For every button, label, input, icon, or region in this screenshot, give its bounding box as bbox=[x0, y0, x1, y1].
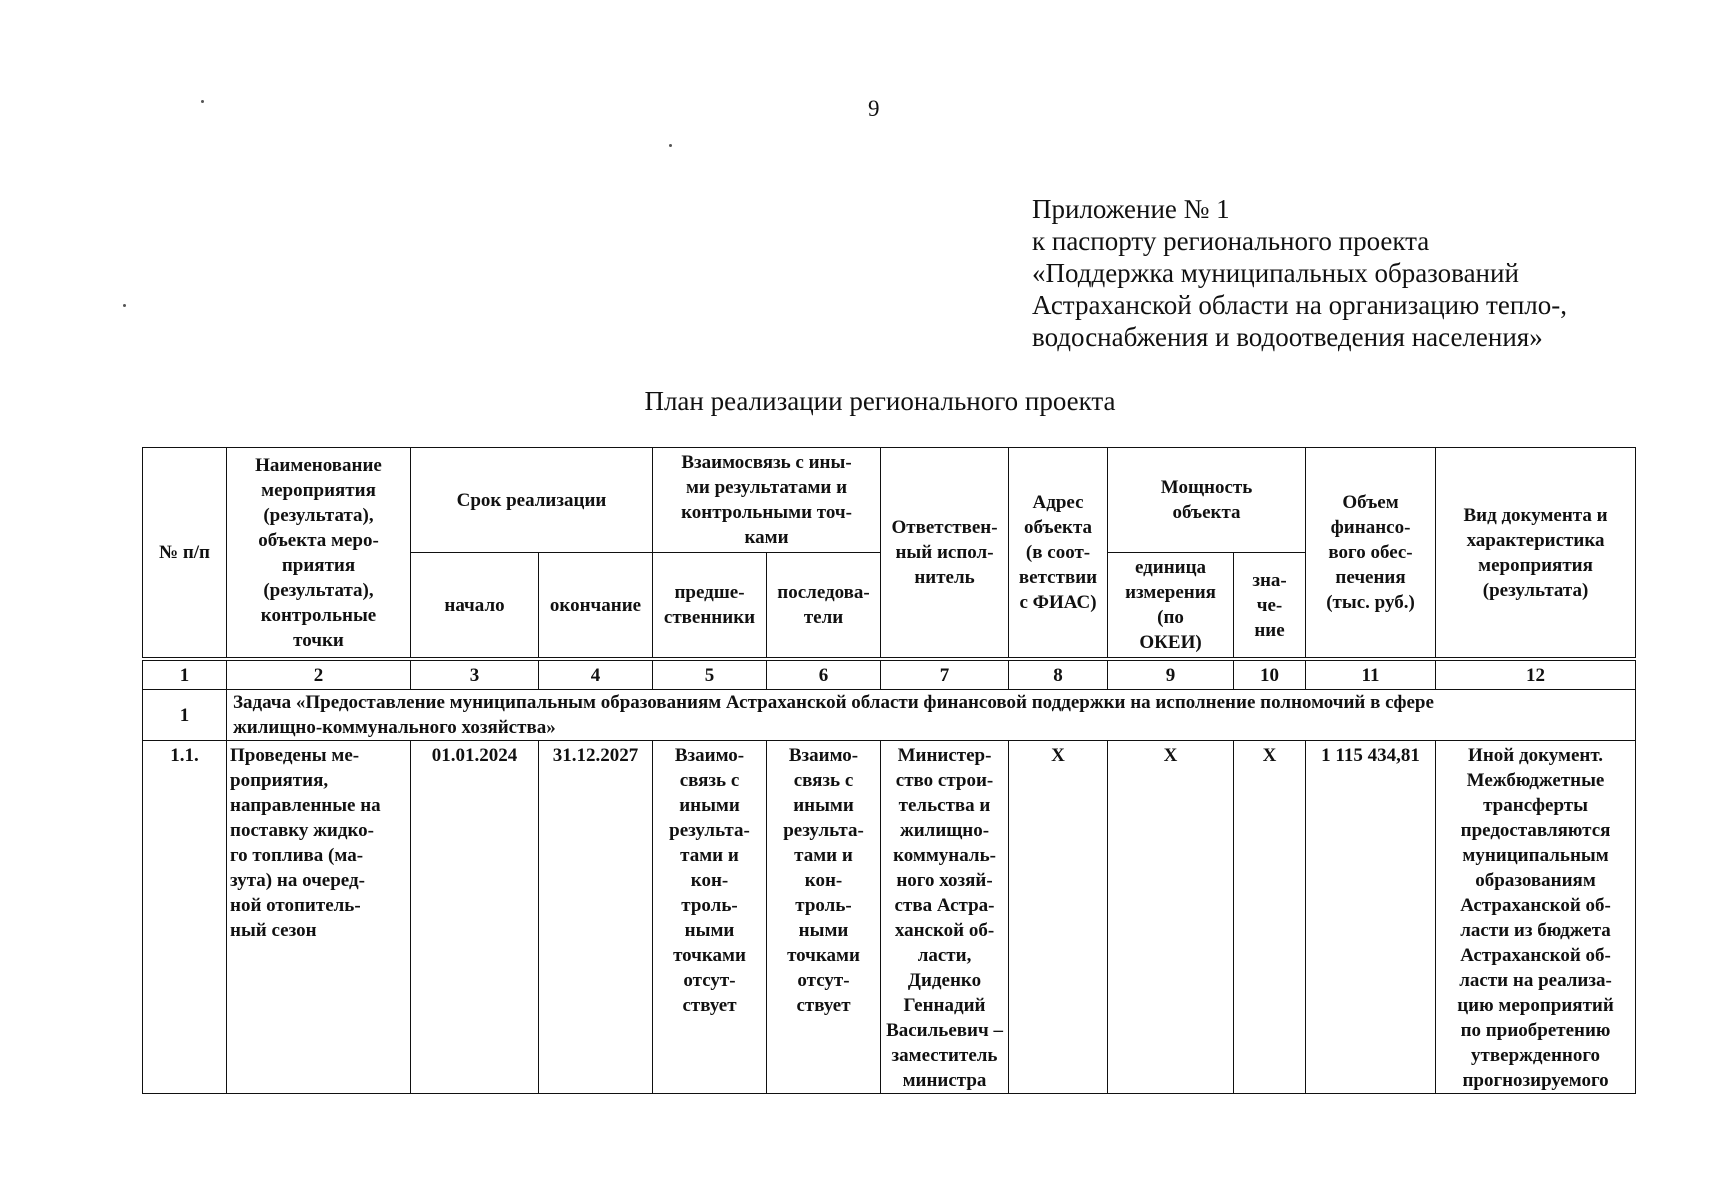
row-num: 1.1. bbox=[143, 741, 227, 1094]
column-number: 10 bbox=[1234, 659, 1306, 690]
column-number: 5 bbox=[653, 659, 767, 690]
scan-speck bbox=[201, 100, 204, 103]
scan-speck bbox=[123, 304, 126, 307]
column-number: 3 bbox=[411, 659, 539, 690]
header-term-end: окончание bbox=[539, 553, 653, 660]
row-responsible: Министер- ство строи- тельства и жилищно- коммуналь- ного хозяй- ства Астра- ханской об- ласти, Диденко Геннадий Васильевич – заместитель министра bbox=[881, 741, 1009, 1094]
appendix-line: водоснабжения и водоотведения населения» bbox=[1032, 322, 1543, 352]
column-number: 12 bbox=[1436, 659, 1636, 690]
header-links: Взаимосвязь с ины- ми результатами и контрольными точ- ками bbox=[653, 448, 881, 553]
header-capacity: Мощность объекта bbox=[1108, 448, 1306, 553]
row-address: X bbox=[1009, 741, 1108, 1094]
appendix-header bbox=[1032, 193, 1567, 353]
header-term: Срок реализации bbox=[411, 448, 653, 553]
table-row bbox=[143, 741, 1636, 1094]
row-unit: X bbox=[1108, 741, 1234, 1094]
header-capacity-unit: единица измерения (по ОКЕИ) bbox=[1108, 553, 1234, 660]
row-successors: Взаимо- связь с иными результа- тами и кон- троль- ными точками отсут- ствует bbox=[767, 741, 881, 1094]
column-number: 4 bbox=[539, 659, 653, 690]
page-number: 9 bbox=[868, 96, 880, 121]
task-row-num: 1 bbox=[143, 690, 227, 741]
column-number: 7 bbox=[881, 659, 1009, 690]
header-name: Наименование мероприятия (результата), объекта меро- приятия (результата), контрольные точки bbox=[227, 448, 411, 660]
header-address: Адрес объекта (в соот- ветствии с ФИАС) bbox=[1009, 448, 1108, 660]
plan-title: План реализации регионального проекта bbox=[644, 386, 1116, 416]
row-value: X bbox=[1234, 741, 1306, 1094]
header-capacity-value: зна- че- ние bbox=[1234, 553, 1306, 660]
row-predecessors: Взаимо- связь с иными результа- тами и кон- троль- ными точками отсут- ствует bbox=[653, 741, 767, 1094]
row-end-date: 31.12.2027 bbox=[539, 741, 653, 1094]
column-number: 9 bbox=[1108, 659, 1234, 690]
appendix-line: Приложение № 1 bbox=[1032, 194, 1230, 224]
column-number: 11 bbox=[1306, 659, 1436, 690]
column-number: 8 bbox=[1009, 659, 1108, 690]
header-links-next: последова- тели bbox=[767, 553, 881, 660]
header-doc-type: Вид документа и характеристика мероприятия (результата) bbox=[1436, 448, 1636, 660]
header-term-start: начало bbox=[411, 553, 539, 660]
appendix-line: к паспорту регионального проекта bbox=[1032, 226, 1430, 256]
row-start-date: 01.01.2024 bbox=[411, 741, 539, 1094]
header-links-prev: предше- ственники bbox=[653, 553, 767, 660]
header-num: № п/п bbox=[143, 448, 227, 660]
appendix-line: Астраханской области на организацию тепло-, bbox=[1032, 290, 1567, 320]
header-finance: Объем финансо- вого обес- печения (тыс. руб.) bbox=[1306, 448, 1436, 660]
header-responsible: Ответствен- ный испол- нитель bbox=[881, 448, 1009, 660]
appendix-line: «Поддержка муниципальных образований bbox=[1032, 258, 1519, 288]
column-number: 6 bbox=[767, 659, 881, 690]
row-name: Проведены ме- роприятия, направленные на поставку жидко- го топлива (ма- зута) на очеред- ной отопитель- ный сезон bbox=[227, 741, 411, 1094]
task-row-text: Задача «Предоставление муниципальным образованиям Астраханской области финансовой поддержки на исполнение полномочий в сфере жилищно-коммунального хозяйства» bbox=[227, 690, 1636, 741]
plan-table bbox=[142, 447, 1636, 1094]
row-finance: 1 115 434,81 bbox=[1306, 741, 1436, 1094]
row-doc-type: Иной документ. Межбюджетные трансферты предоставляются муниципальным образованиям Астраханской об- ласти из бюджета Астраханской об- ласти на реализа- цию мероприятий по приобретению утвержденного прогнозируемого bbox=[1436, 741, 1636, 1094]
column-number: 2 bbox=[227, 659, 411, 690]
scan-speck bbox=[669, 144, 672, 147]
column-number: 1 bbox=[143, 659, 227, 690]
